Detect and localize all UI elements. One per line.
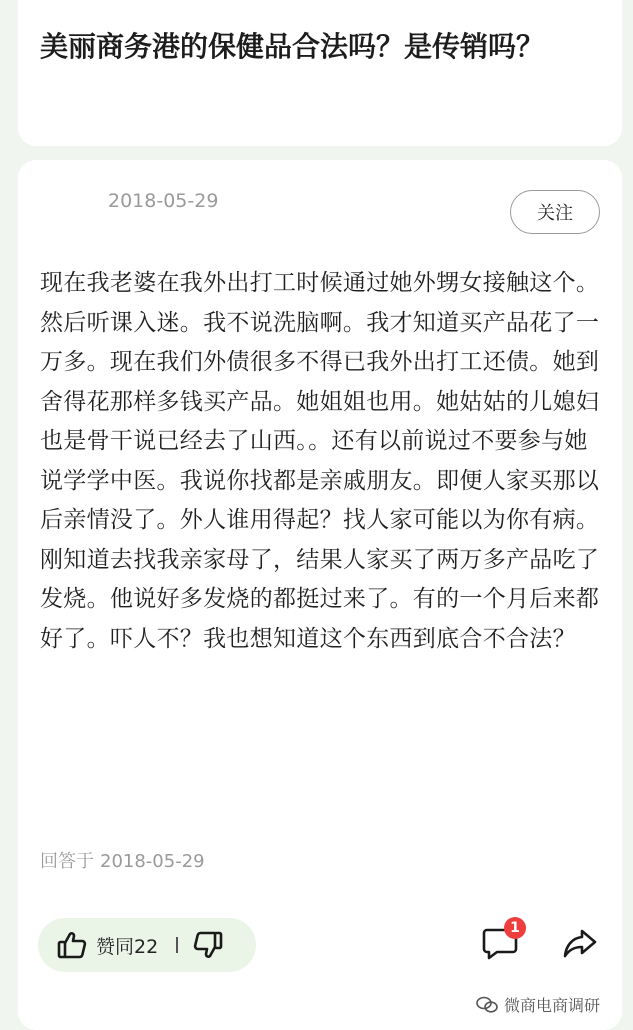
question-title[interactable]: 美丽商务港的保健品合法吗？是传销吗？ (40, 30, 545, 63)
answered-prefix: 回答于 (40, 851, 94, 872)
comment-badge: 1 (504, 917, 526, 939)
watermark-text: 微商电商调研 (503, 996, 600, 1015)
comment-button[interactable] (480, 920, 520, 965)
answered-on (40, 847, 211, 873)
thumbs-down-icon[interactable] (192, 929, 224, 961)
follow-button[interactable]: 关注 (510, 190, 600, 234)
answered-date: 2018-05-29 (100, 851, 205, 872)
wechat-icon (476, 996, 498, 1014)
pill-divider (176, 937, 178, 953)
share-icon (562, 926, 598, 964)
agree-count[interactable]: 赞同22 (96, 935, 159, 958)
watermark (476, 993, 600, 1016)
question-card (18, 0, 622, 146)
answer-body: 现在我老婆在我外出打工时候通过她外甥女接触这个。然后听课入迷。我不说洗脑啊。我才知道买产品花了一万多。现在我们外债很多不得已我外出打工还债。她到舍得花那样多钱买产品。她姐姐也用。她姑姑的儿媳妇也是骨干说已经去了山西。。还有以前说过不要参与她说学学中医。我说你找都是亲戚朋友。即便人家买那以后亲情没了。外人谁用得起？找人家可能以为你有病。刚知道去找我亲家母了，结果人家买了两万多产品吃了发烧。他说好多发烧的都挺过来了。有的一个月后来都好了。吓人不？我也想知道这个东西到底合不合法？ (40, 270, 600, 652)
answer-date: 2018-05-29 (108, 190, 219, 212)
answer-card (18, 160, 622, 1030)
vote-pill (38, 918, 256, 972)
thumbs-up-icon[interactable] (56, 929, 88, 961)
share-button[interactable] (560, 925, 600, 965)
